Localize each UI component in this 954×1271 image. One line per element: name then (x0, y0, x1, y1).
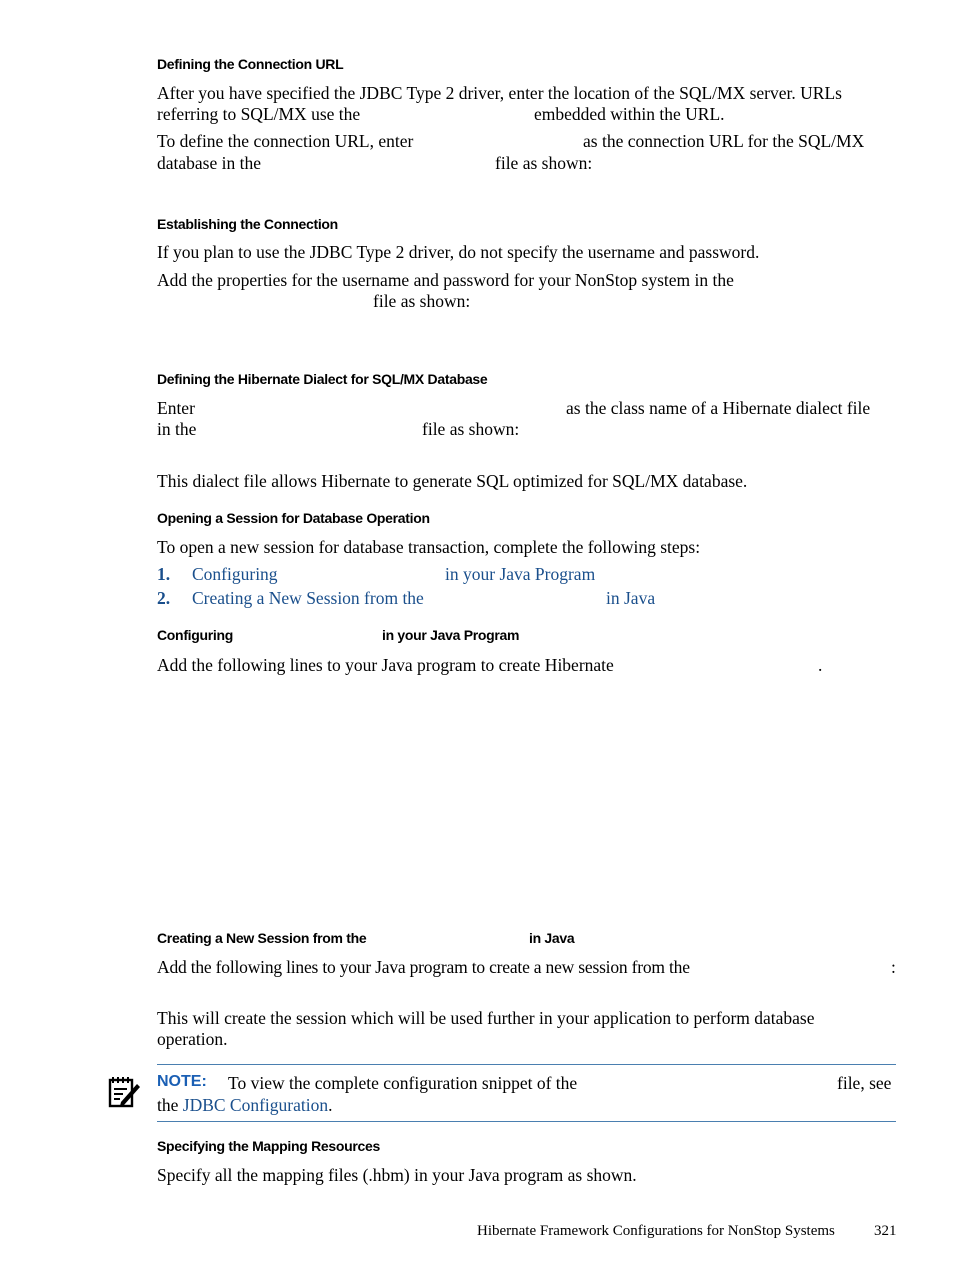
heading-mapping-resources: Specifying the Mapping Resources (157, 1138, 380, 1154)
connection-url-text: database in the (157, 153, 261, 173)
creating-session-text: operation. (157, 1029, 228, 1049)
mapping-text: Specify all the mapping files (.hbm) in your Java program as shown. (157, 1165, 637, 1185)
connection-url-text: To define the connection URL, enter (157, 131, 414, 151)
note-text (157, 1095, 333, 1116)
note-text: To view the complete configuration snippet of the (228, 1073, 578, 1093)
page-number: 321 (874, 1223, 897, 1239)
dialect-text: Enter (157, 398, 195, 418)
heading-creating-session: in Java (529, 930, 575, 946)
note-text: file, see (837, 1073, 892, 1093)
opening-session-intro: To open a new session for database transaction, complete the following steps: (157, 537, 701, 557)
establishing-text: If you plan to use the JDBC Type 2 driver, do not specify the username and password. (157, 242, 760, 262)
note-label: NOTE: (157, 1073, 207, 1090)
note-text-prefix: the (157, 1095, 179, 1115)
heading-creating-session: Creating a New Session from the (157, 930, 367, 946)
connection-url-text: referring to SQL/MX use the (157, 104, 361, 124)
dialect-text: in the (157, 419, 197, 439)
creating-session-text: : (891, 957, 896, 977)
establishing-text: file as shown: (373, 291, 471, 311)
dialect-text: This dialect file allows Hibernate to generate SQL optimized for SQL/MX database. (157, 471, 748, 491)
heading-opening-session: Opening a Session for Database Operation (157, 510, 430, 526)
footer-title: Hibernate Framework Configurations for NonStop Systems (477, 1223, 835, 1239)
step-link[interactable]: in Java (606, 588, 656, 608)
note-text-suffix: . (328, 1095, 333, 1115)
step-link[interactable]: Configuring (192, 564, 278, 584)
note-bottom-rule (157, 1121, 896, 1122)
connection-url-text: After you have specified the JDBC Type 2 driver, enter the location of the SQL/MX server. URLs (157, 83, 842, 103)
heading-establishing-connection: Establishing the Connection (157, 216, 338, 232)
step-number: 2. (157, 588, 171, 608)
dialect-text: as the class name of a Hibernate dialect file (566, 398, 871, 418)
note-top-rule (157, 1064, 896, 1065)
heading-configuring: in your Java Program (382, 627, 520, 643)
creating-session-text: Add the following lines to your Java program to create a new session from the (157, 957, 690, 977)
dialect-text: file as shown: (422, 419, 520, 439)
step-link[interactable]: in your Java Program (445, 564, 596, 584)
establishing-text: Add the properties for the username and password for your NonStop system in the (157, 270, 734, 290)
configuring-text: Add the following lines to your Java program to create Hibernate (157, 655, 614, 675)
connection-url-text: file as shown: (495, 153, 593, 173)
step-link[interactable]: Creating a New Session from the (192, 588, 424, 608)
creating-session-text: This will create the session which will be used further in your application to perform database (157, 1008, 815, 1028)
note-icon (107, 1075, 141, 1109)
step-number: 1. (157, 564, 171, 584)
heading-connection-url: Defining the Connection URL (157, 56, 344, 72)
heading-configuring: Configuring (157, 627, 234, 643)
heading-hibernate-dialect: Defining the Hibernate Dialect for SQL/MX Database (157, 371, 488, 387)
connection-url-text: as the connection URL for the SQL/MX (583, 131, 865, 151)
configuring-text: . (818, 655, 823, 675)
connection-url-text: embedded within the URL. (534, 104, 725, 124)
jdbc-configuration-link[interactable]: JDBC Configuration (182, 1095, 329, 1115)
